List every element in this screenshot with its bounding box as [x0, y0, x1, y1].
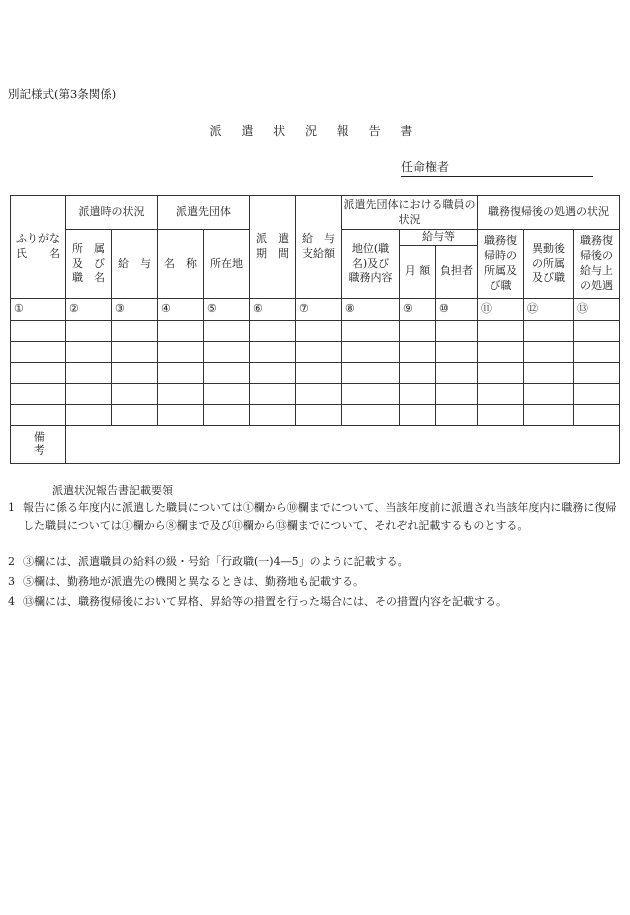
col-number: ⑥ — [250, 298, 296, 320]
header-name: 名 称 — [158, 230, 204, 299]
appointer-label: 任命権者 — [401, 160, 450, 174]
col-number: ⑧ — [342, 298, 400, 320]
col-number: ④ — [158, 298, 204, 320]
table-row — [11, 320, 620, 341]
col-number: ② — [66, 298, 112, 320]
guide-item-text: ⑤欄は、勤務地が派遣先の機関と異なるときは、勤務地も記載する。 — [23, 575, 364, 588]
header-affiliation: 所 属 及 び 職 名 — [66, 230, 112, 299]
guide-item — [8, 593, 618, 611]
guide-item-number: 3 — [8, 575, 15, 588]
col-number: ⑨ — [400, 298, 436, 320]
col-number: ⑩ — [436, 298, 478, 320]
guide-item-text: ⑬欄には、職務復帰後において昇格、昇給等の措置を行った場合には、その措置内容を記載する。 — [23, 595, 507, 608]
guide-item-number: 2 — [8, 555, 15, 568]
header-destination: 派遣先団体 — [158, 196, 250, 230]
remarks-field — [66, 425, 620, 463]
header-salary-etc: 給与等 — [400, 230, 478, 246]
header-payer: 負担者 — [436, 245, 478, 298]
guide-item — [8, 499, 618, 535]
header-return-salary: 職務復 帰後の 給与上 の処遇 — [574, 230, 620, 299]
col-number: ⑦ — [296, 298, 342, 320]
col-number: ⑪ — [478, 298, 524, 320]
guide-item-text: 報告に係る年度内に派遣した職員については①欄から⑩欄までについて、当該年度前に派遣され当該年度内に職務に復帰した職員については①欄から⑧欄まで及び⑪欄から⑬欄までについて、それぞれ記載するものとする。 — [23, 501, 617, 532]
report-table — [10, 195, 620, 464]
guide-item-number: 1 — [8, 501, 15, 514]
header-return-status: 職務復帰後の処遇の状況 — [478, 196, 620, 230]
header-allowance: 給 与 支給額 — [296, 196, 342, 299]
header-monthly: 月 額 — [400, 245, 436, 298]
guide-title: 派遣状況報告書記載要領 — [52, 484, 173, 497]
document-title: 派 遣 状 況 報 告 書 — [209, 124, 421, 138]
remarks-label-cell — [11, 425, 66, 463]
header-transfer-affiliation: 異動後 の所属 及び職 — [524, 230, 574, 299]
table-row — [11, 362, 620, 383]
table-row — [11, 341, 620, 362]
table-row — [11, 383, 620, 404]
guide-item — [8, 553, 618, 571]
guide-item-text: ③欄には、派遣職員の給料の級・号給「行政職(一)4―5」のように記載する。 — [23, 555, 409, 568]
header-salary: 給 与 — [112, 230, 158, 299]
remarks-label: 備考 — [32, 431, 46, 458]
appointer-field — [401, 158, 593, 177]
col-number: ③ — [112, 298, 158, 320]
col-number: ⑤ — [204, 298, 250, 320]
header-dispatch-time-status: 派遣時の状況 — [66, 196, 158, 230]
header-staff-status: 派遣先団体における職員の状況 — [342, 196, 478, 230]
guide-item — [8, 573, 618, 591]
form-label: 別記様式(第3条関係) — [8, 87, 117, 101]
guide-item-number: 4 — [8, 595, 15, 608]
col-number: ⑬ — [574, 298, 620, 320]
col-number: ① — [11, 298, 66, 320]
header-furigana-name: ふりがな 氏 名 — [11, 196, 66, 299]
header-return-affiliation: 職務復 帰時の 所属及 び職 — [478, 230, 524, 299]
header-location: 所在地 — [204, 230, 250, 299]
col-number: ⑫ — [524, 298, 574, 320]
header-period: 派 遣 期 間 — [250, 196, 296, 299]
table-row — [11, 404, 620, 425]
header-position-duties: 地位(職 名)及び 職務内容 — [342, 230, 400, 299]
